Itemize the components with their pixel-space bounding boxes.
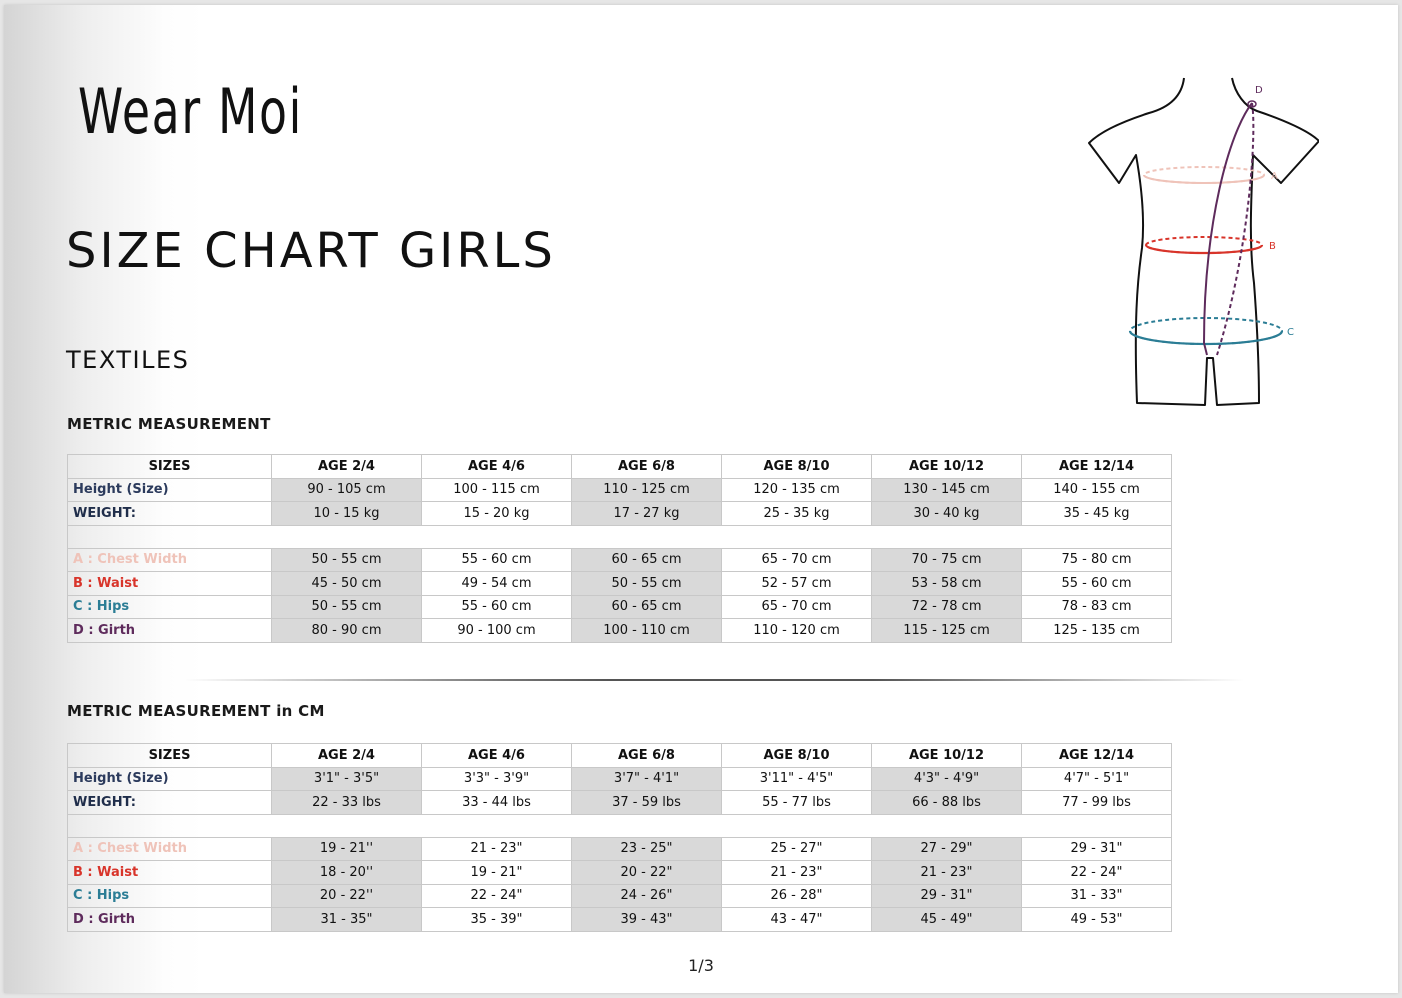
cell: 65 - 70 cm [722,548,872,572]
cell: 33 - 44 lbs [422,791,572,815]
cell: 77 - 99 lbs [1022,791,1172,815]
spacer-row [68,814,1172,837]
cell: 49 - 53" [1022,908,1172,932]
label-a: A [1271,171,1278,182]
row-label: WEIGHT: [68,791,272,815]
cell: 21 - 23" [722,861,872,885]
table-row [68,767,1172,791]
header-cell: AGE 10/12 [872,455,1022,479]
spacer-cell [68,814,1172,837]
table-row [68,861,1172,885]
header-cell: AGE 10/12 [872,744,1022,768]
cell: 31 - 33" [1022,884,1172,908]
cell: 70 - 75 cm [872,548,1022,572]
cell: 27 - 29" [872,837,1022,861]
cell: 19 - 21'' [272,837,422,861]
cell: 110 - 125 cm [572,478,722,502]
cell: 72 - 78 cm [872,595,1022,619]
cell: 25 - 27" [722,837,872,861]
table-header-row [68,455,1172,479]
cell: 25 - 35 kg [722,502,872,526]
cell: 3'11" - 4'5" [722,767,872,791]
cell: 60 - 65 cm [572,548,722,572]
cell: 55 - 60 cm [1022,572,1172,596]
cell: 55 - 60 cm [422,548,572,572]
header-cell: AGE 12/14 [1022,744,1172,768]
cell: 4'3" - 4'9" [872,767,1022,791]
cell: 19 - 21" [422,861,572,885]
cell: 3'3" - 3'9" [422,767,572,791]
cell: 49 - 54 cm [422,572,572,596]
header-cell: AGE 8/10 [722,455,872,479]
cell: 21 - 23" [872,861,1022,885]
header-cell: SIZES [68,744,272,768]
row-label: Height (Size) [68,478,272,502]
cell: 22 - 24" [1022,861,1172,885]
row-label: D : Girth [68,619,272,643]
table-row [68,791,1172,815]
cell: 55 - 77 lbs [722,791,872,815]
cell: 3'7" - 4'1" [572,767,722,791]
imperial-size-table [67,743,1172,932]
cell: 45 - 49" [872,908,1022,932]
cell: 60 - 65 cm [572,595,722,619]
cell: 80 - 90 cm [272,619,422,643]
spacer-cell [68,525,1172,548]
row-label: C : Hips [68,884,272,908]
cell: 90 - 100 cm [422,619,572,643]
row-label: D : Girth [68,908,272,932]
brand-logo [78,75,352,155]
cell: 100 - 115 cm [422,478,572,502]
category-title: TEXTILES [66,346,190,374]
cell: 29 - 31" [872,884,1022,908]
cell: 15 - 20 kg [422,502,572,526]
table-row [68,548,1172,572]
brand-logo-text: Wear Moi [78,75,304,148]
page-title: SIZE CHART GIRLS [66,223,556,279]
cell: 110 - 120 cm [722,619,872,643]
header-cell: AGE 4/6 [422,455,572,479]
header-cell: AGE 2/4 [272,455,422,479]
cell: 24 - 26" [572,884,722,908]
cell: 29 - 31" [1022,837,1172,861]
row-label: B : Waist [68,572,272,596]
cell: 45 - 50 cm [272,572,422,596]
cell: 53 - 58 cm [872,572,1022,596]
cell: 20 - 22'' [272,884,422,908]
table-row [68,884,1172,908]
cell: 50 - 55 cm [272,548,422,572]
cell: 3'1" - 3'5" [272,767,422,791]
cell: 18 - 20'' [272,861,422,885]
cell: 65 - 70 cm [722,595,872,619]
header-cell: AGE 12/14 [1022,455,1172,479]
spacer-row [68,525,1172,548]
row-label: A : Chest Width [68,837,272,861]
row-label: A : Chest Width [68,548,272,572]
cell: 75 - 80 cm [1022,548,1172,572]
cell: 37 - 59 lbs [572,791,722,815]
label-b: B [1269,241,1276,252]
row-label: B : Waist [68,861,272,885]
cell: 30 - 40 kg [872,502,1022,526]
cell: 22 - 24" [422,884,572,908]
header-cell: AGE 8/10 [722,744,872,768]
cell: 52 - 57 cm [722,572,872,596]
cell: 66 - 88 lbs [872,791,1022,815]
cell: 50 - 55 cm [272,595,422,619]
cell: 115 - 125 cm [872,619,1022,643]
cell: 130 - 145 cm [872,478,1022,502]
cell: 10 - 15 kg [272,502,422,526]
cell: 31 - 35" [272,908,422,932]
table-row [68,572,1172,596]
section-divider [184,679,1244,681]
row-label: Height (Size) [68,767,272,791]
header-cell: AGE 6/8 [572,455,722,479]
header-cell: AGE 6/8 [572,744,722,768]
table-header-row [68,744,1172,768]
header-cell: SIZES [68,455,272,479]
cell: 21 - 23" [422,837,572,861]
table-row [68,595,1172,619]
cell: 20 - 22" [572,861,722,885]
cell: 100 - 110 cm [572,619,722,643]
table-row [68,478,1172,502]
cell: 39 - 43" [572,908,722,932]
cell: 23 - 25" [572,837,722,861]
cell: 55 - 60 cm [422,595,572,619]
cell: 120 - 135 cm [722,478,872,502]
cell: 4'7" - 5'1" [1022,767,1172,791]
body-measurement-figure-icon [1079,73,1319,413]
cell: 35 - 45 kg [1022,502,1172,526]
imperial-table-heading: METRIC MEASUREMENT in CM [67,702,325,720]
cell: 125 - 135 cm [1022,619,1172,643]
cell: 17 - 27 kg [572,502,722,526]
metric-size-table [67,454,1172,643]
document-page [4,5,1398,993]
cell: 140 - 155 cm [1022,478,1172,502]
cell: 43 - 47" [722,908,872,932]
cell: 22 - 33 lbs [272,791,422,815]
row-label: C : Hips [68,595,272,619]
metric-table-heading: METRIC MEASUREMENT [67,415,271,433]
label-d: D [1255,85,1263,96]
cell: 50 - 55 cm [572,572,722,596]
page-indicator: 1/3 [688,956,714,975]
cell: 26 - 28" [722,884,872,908]
label-c: C [1287,327,1294,338]
table-row [68,837,1172,861]
cell: 78 - 83 cm [1022,595,1172,619]
row-label: WEIGHT: [68,502,272,526]
cell: 35 - 39" [422,908,572,932]
table-row [68,502,1172,526]
header-cell: AGE 2/4 [272,744,422,768]
table-row [68,908,1172,932]
cell: 90 - 105 cm [272,478,422,502]
table-row [68,619,1172,643]
header-cell: AGE 4/6 [422,744,572,768]
